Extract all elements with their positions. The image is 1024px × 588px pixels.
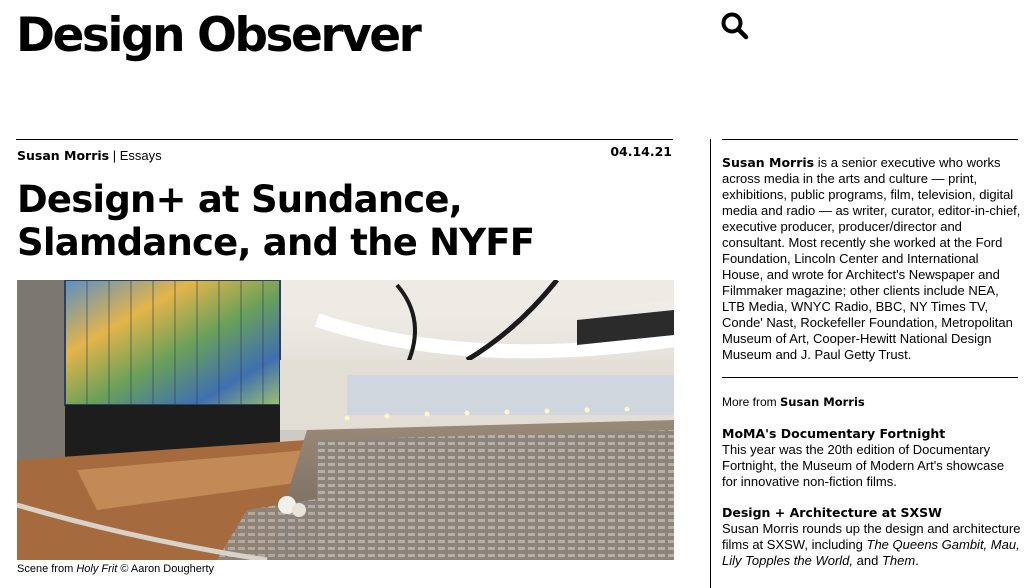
column-divider bbox=[710, 139, 711, 588]
related-article-title[interactable]: Design + Architecture at SXSW bbox=[722, 505, 942, 520]
image-caption bbox=[17, 562, 214, 576]
related-article[interactable] bbox=[722, 426, 1022, 490]
author-link[interactable]: Susan Morris bbox=[17, 148, 110, 163]
caption-credit: © Aaron Dougherty bbox=[117, 563, 215, 575]
hero-image bbox=[17, 280, 674, 560]
more-from-author bbox=[722, 394, 865, 410]
related-article[interactable] bbox=[722, 505, 1022, 569]
site-logo[interactable]: Design Observer bbox=[16, 8, 420, 63]
desc-text: and bbox=[853, 553, 882, 568]
theater-auditorium-photo bbox=[17, 280, 674, 560]
related-article-desc: This year was the 20th edition of Documentary Fortnight, the Museum of Modern Art's showcase for innovative non-fiction films. bbox=[722, 442, 1005, 489]
category-link[interactable]: Essays bbox=[119, 148, 162, 163]
byline bbox=[17, 148, 162, 164]
bio-text: is a senior executive who works across media in the arts and culture — print, exhibitions, public programs, film, television, digital media and radio — as writer, curator, editor-in-chief, executive producer, producer/director and consultant. Most recently she worked at the Ford Foundation, Lincoln Center and International House, and wrote for Architect's Newspaper and Filmmaker magazine; other clients include NEA, LTB Media, WNYC Radio, BBC, NY Times TV, Conde' Nast, Rockefeller Foundation, Metropolitan Museum of Art, Cooper-Hewitt National Design Museum and J. Paul Getty Trust. bbox=[722, 155, 1021, 362]
related-article-desc bbox=[722, 521, 1022, 569]
caption-prefix: Scene from bbox=[17, 563, 77, 575]
desc-film-title: Them bbox=[881, 553, 916, 568]
caption-film-title: Holy Frit bbox=[76, 563, 118, 575]
byline-separator: | bbox=[109, 148, 120, 163]
article-top-rule bbox=[16, 139, 673, 140]
desc-film-titles: The Queens Gambit, Mau, Lily Topples the World, bbox=[722, 537, 1020, 568]
article-title: Design+ at Sundance, Slamdance, and the NYFF bbox=[17, 178, 535, 264]
bio-author-name: Susan Morris bbox=[722, 155, 815, 170]
search-icon bbox=[718, 9, 752, 43]
desc-text: . bbox=[915, 553, 919, 568]
more-label: More from bbox=[722, 395, 781, 409]
publish-date: 04.14.21 bbox=[610, 144, 672, 159]
desc-text: Susan Morris rounds up the design and architecture films at SXSW, including bbox=[722, 521, 1021, 552]
related-article-title[interactable]: MoMA's Documentary Fortnight bbox=[722, 426, 946, 441]
search-button[interactable] bbox=[718, 9, 752, 43]
author-bio bbox=[722, 155, 1022, 363]
more-author-link[interactable]: Susan Morris bbox=[780, 395, 865, 409]
sidebar-top-rule bbox=[722, 139, 1018, 140]
sidebar-mid-rule bbox=[722, 377, 1018, 378]
